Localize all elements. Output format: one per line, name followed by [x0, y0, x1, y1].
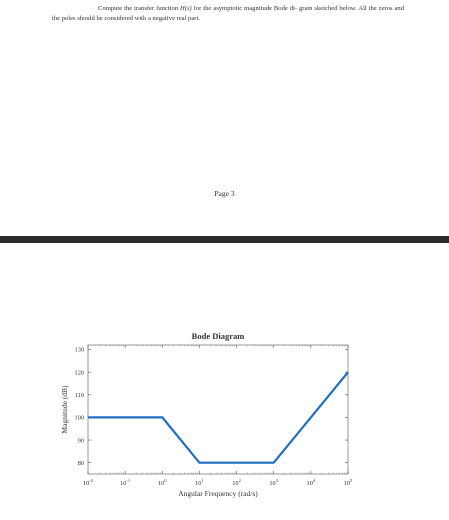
- x-tick-base: 10: [120, 480, 127, 487]
- x-tick-exponent: -1: [126, 478, 131, 483]
- y-tick-label: 80: [77, 459, 84, 467]
- x-tick-exponent: 4: [312, 478, 316, 483]
- transfer-function-symbol: H(s): [180, 5, 192, 12]
- x-tick-exponent: 5: [350, 478, 353, 483]
- plot-frame: [88, 345, 348, 474]
- x-tick-label: [232, 478, 241, 487]
- x-tick-label: [344, 478, 353, 487]
- x-tick-label: [120, 478, 131, 487]
- y-tick-label: 90: [77, 437, 84, 445]
- x-tick-base: 10: [269, 480, 276, 487]
- x-tick-label: [195, 478, 204, 487]
- question-line-3: real part.: [176, 14, 200, 22]
- x-tick-base: 10: [82, 480, 90, 487]
- x-tick-exponent: 2: [238, 478, 241, 483]
- x-tick-exponent: 1: [201, 478, 204, 483]
- question-line-1: Compute the transfer function H(s) for the asymptotic magnitude Bode di-: [98, 5, 298, 12]
- y-tick-label: 110: [74, 391, 84, 399]
- question-text: [52, 4, 404, 23]
- page-number: Page 3: [214, 189, 235, 198]
- x-tick-base: 10: [232, 480, 239, 487]
- x-tick-label: [158, 478, 167, 487]
- y-tick-label: 120: [74, 369, 84, 377]
- x-tick-base: 10: [343, 480, 350, 487]
- y-tick-label: 100: [74, 414, 84, 422]
- x-tick-exponent: 0: [164, 478, 167, 483]
- page-divider: [0, 236, 449, 243]
- question-line-2: gram sketched below. All the zeros and the poles should be considered with a negative: [52, 5, 404, 22]
- x-tick-base: 10: [306, 480, 313, 487]
- x-tick-base: 10: [157, 480, 165, 487]
- chart-title: Bode Diagram: [191, 331, 245, 341]
- x-tick-exponent: -2: [89, 478, 94, 483]
- x-tick-label: [269, 478, 278, 487]
- document-page: [0, 0, 449, 236]
- x-tick-base: 10: [195, 480, 202, 487]
- y-tick-label: 130: [74, 346, 84, 354]
- y-axis-label: Magnitude (dB): [60, 385, 69, 434]
- x-tick-label: [307, 478, 316, 487]
- bode-chart: [0, 243, 449, 520]
- x-tick-exponent: 3: [275, 478, 279, 483]
- x-axis-label: Angular Frequency (rad/s): [178, 489, 258, 498]
- x-tick-label: [83, 478, 94, 487]
